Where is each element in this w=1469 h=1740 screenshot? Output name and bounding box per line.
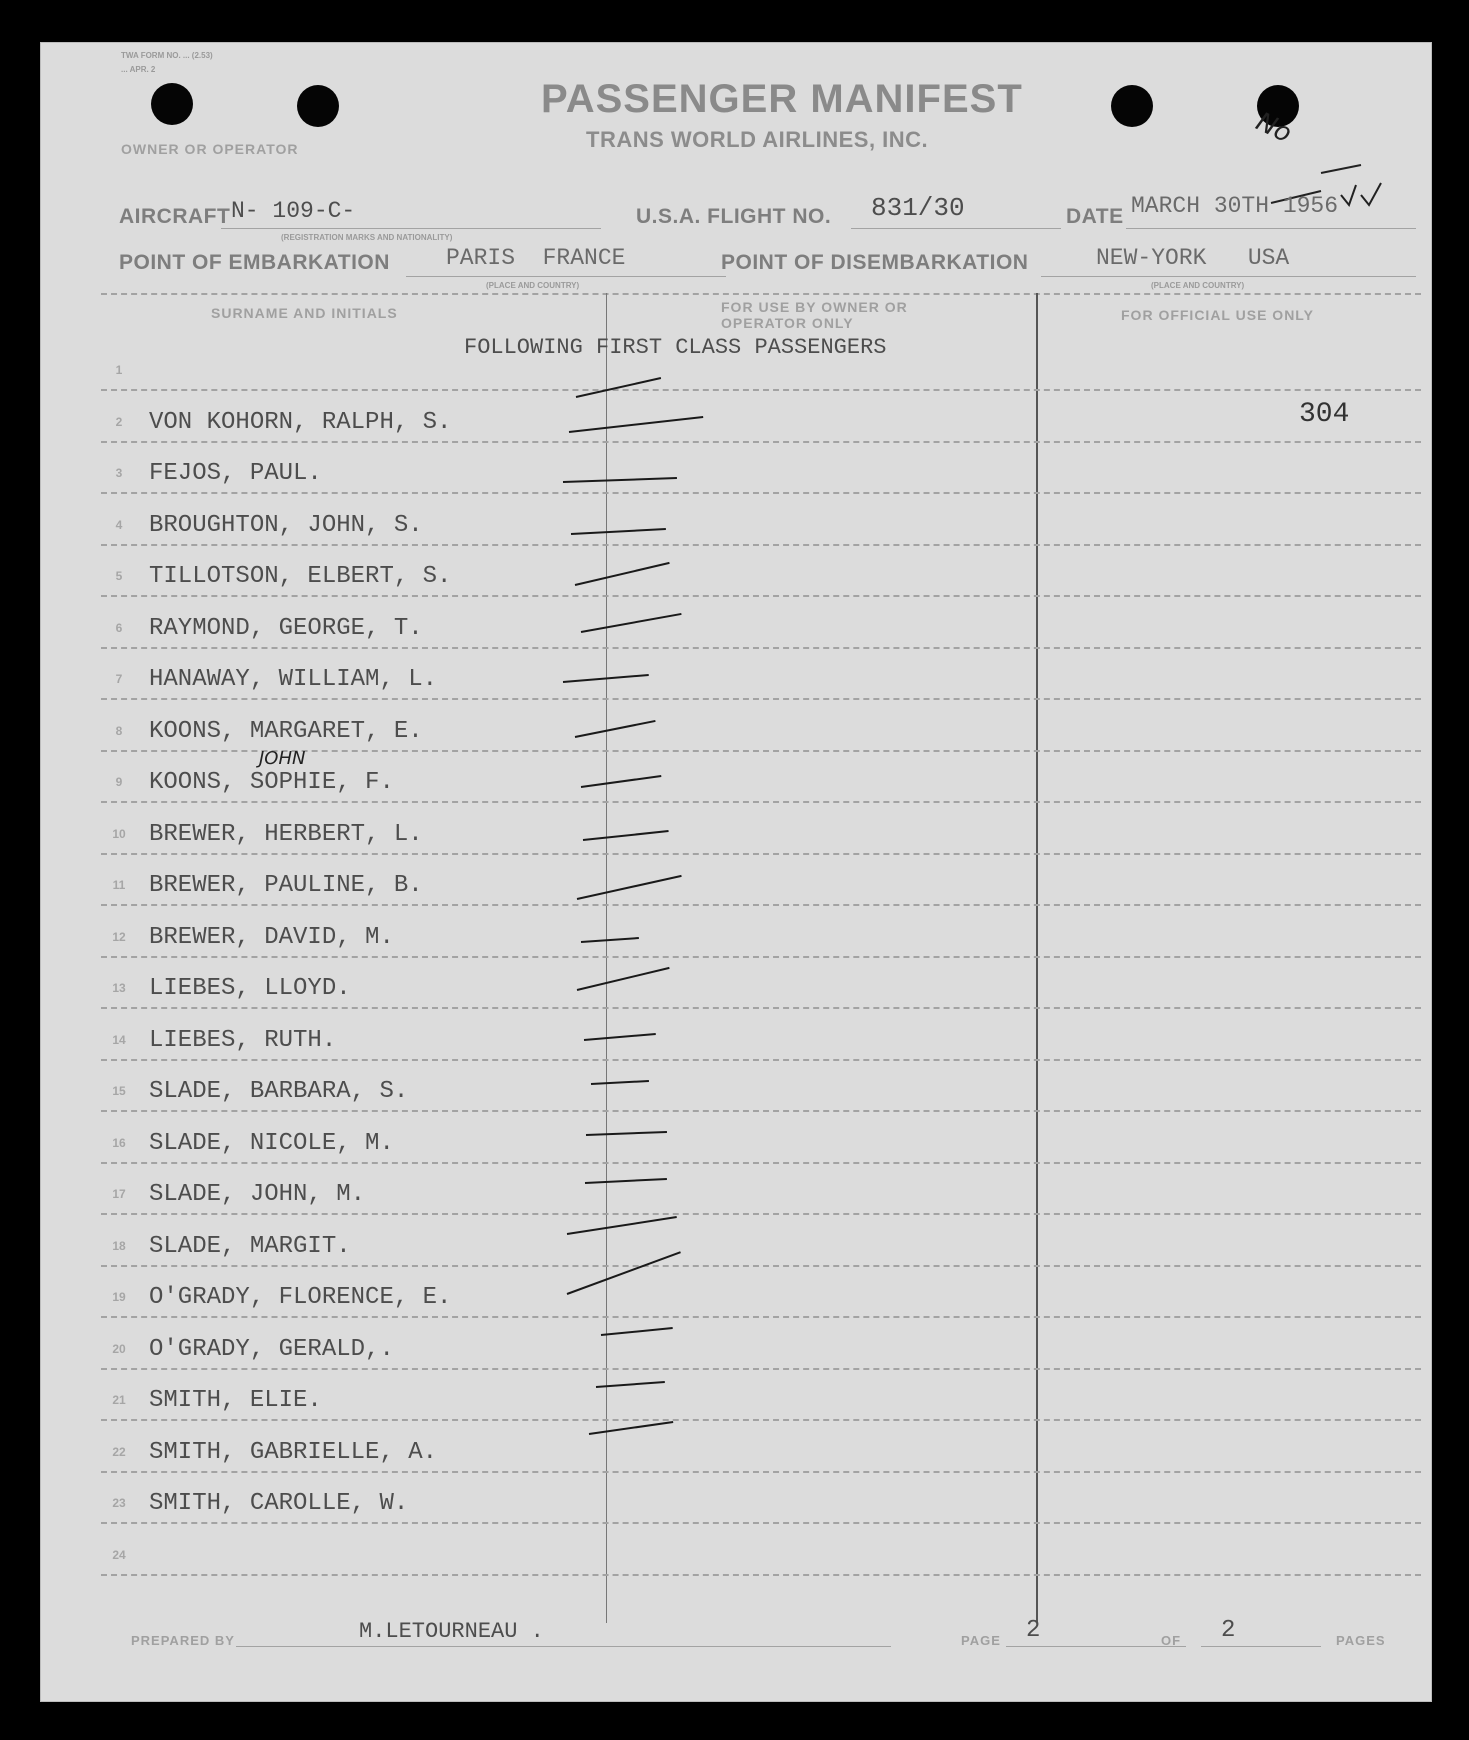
operator-name: TRANS WORLD AIRLINES, INC. (586, 127, 929, 152)
handwritten-number-mark: No (1251, 106, 1297, 150)
row-number: 8 (115, 724, 123, 738)
row-rule (101, 1522, 1421, 1524)
passenger-name: SLADE, MARGIT. (149, 1233, 351, 1260)
prepared-by-label: PREPARED BY (131, 1633, 235, 1648)
passenger-name: SMITH, GABRIELLE, A. (149, 1439, 438, 1466)
col-header-official: FOR OFFICIAL USE ONLY (1121, 307, 1314, 323)
row-number: 6 (115, 621, 123, 635)
row-rule (101, 1316, 1421, 1318)
row-number: 24 (112, 1548, 126, 1562)
passenger-name: O'GRADY, FLORENCE, E. (149, 1284, 452, 1311)
check-mark (585, 1178, 667, 1184)
row-rule (101, 1110, 1421, 1112)
row-rule (101, 1213, 1421, 1215)
row-rule (101, 1368, 1421, 1370)
flight-label: U.S.A. FLIGHT NO. (636, 205, 832, 228)
check-mark (575, 562, 669, 586)
section-heading: FOLLOWING FIRST CLASS PASSENGERS (464, 335, 887, 360)
passenger-name: RAYMOND, GEORGE, T. (149, 615, 423, 642)
passenger-name: HANAWAY, WILLIAM, L. (149, 666, 438, 693)
aircraft-label: AIRCRAFT (119, 205, 231, 228)
punch-hole (1111, 85, 1153, 127)
row-number: 21 (112, 1393, 126, 1407)
date-value: MARCH 30TH 1956 (1131, 193, 1339, 219)
passenger-name: SLADE, NICOLE, M. (149, 1130, 394, 1157)
place-caption-2: (PLACE AND COUNTRY) (1151, 281, 1245, 290)
passenger-name: BREWER, DAVID, M. (149, 924, 394, 951)
check-mark (586, 1131, 667, 1136)
owner-label: OWNER OR OPERATOR (121, 141, 299, 157)
passenger-name: SMITH, ELIE. (149, 1387, 322, 1414)
pages-label: PAGES (1336, 1633, 1386, 1648)
page-value: 2 (1026, 1617, 1041, 1644)
check-mark (567, 1251, 682, 1295)
check-mark (581, 613, 681, 633)
row-number: 19 (112, 1290, 126, 1304)
row-rule (101, 1471, 1421, 1473)
passenger-name: KOONS, SOPHIE, F. (149, 769, 394, 796)
official-number: 304 (1299, 399, 1350, 430)
row-rule (101, 1007, 1421, 1009)
row-number: 2 (115, 415, 123, 429)
page-label: PAGE (961, 1633, 1001, 1648)
row-rule (101, 647, 1421, 649)
form-number-2: ... APR. 2 (121, 65, 156, 74)
passenger-name: SLADE, BARBARA, S. (149, 1078, 409, 1105)
row-number: 12 (112, 930, 126, 944)
passenger-name: KOONS, MARGARET, E. (149, 718, 423, 745)
flight-value: 831/30 (871, 193, 965, 223)
place-caption: (PLACE AND COUNTRY) (486, 281, 580, 290)
passenger-name: BREWER, HERBERT, L. (149, 821, 423, 848)
row-number: 22 (112, 1445, 126, 1459)
page-title: PASSENGER MANIFEST (541, 77, 1023, 121)
check-mark (583, 830, 669, 841)
row-number: 5 (115, 569, 123, 583)
passenger-name: SLADE, JOHN, M. (149, 1181, 366, 1208)
check-mark (575, 720, 655, 738)
handwritten-correction: JOHN (259, 748, 306, 769)
row-rule (101, 801, 1421, 803)
passenger-name: SMITH, CAROLLE, W. (149, 1490, 409, 1517)
row-number: 4 (115, 518, 123, 532)
row-rule (101, 904, 1421, 906)
form-number: TWA FORM NO. ... (2.53) (121, 51, 213, 60)
passenger-name: BREWER, PAULINE, B. (149, 872, 423, 899)
row-number: 9 (115, 775, 123, 789)
check-mark (591, 1080, 649, 1085)
row-number: 11 (112, 878, 126, 892)
disembarkation-label: POINT OF DISEMBARKATION (721, 251, 1029, 274)
row-rule (101, 389, 1421, 391)
disembarkation-value: NEW-YORK USA (1096, 245, 1290, 271)
check-mark (584, 1033, 656, 1041)
check-mark (577, 967, 669, 991)
embarkation-label: POINT OF EMBARKATION (119, 251, 390, 274)
check-mark (589, 1421, 673, 1435)
row-number: 17 (112, 1187, 126, 1201)
check-mark (567, 1216, 677, 1235)
row-number: 1 (115, 363, 123, 377)
row-rule (101, 1265, 1421, 1267)
passenger-name: VON KOHORN, RALPH, S. (149, 409, 452, 436)
row-rule (101, 1419, 1421, 1421)
row-number: 15 (112, 1084, 126, 1098)
row-rule (101, 441, 1421, 443)
check-mark (581, 775, 661, 788)
row-number: 13 (112, 981, 126, 995)
row-rule (101, 698, 1421, 700)
check-mark (601, 1327, 673, 1336)
manifest-sheet (40, 42, 1432, 1702)
check-mark (576, 377, 661, 398)
row-number: 3 (115, 466, 123, 480)
check-mark (563, 477, 677, 483)
row-number: 14 (112, 1033, 126, 1047)
of-value: 2 (1221, 1617, 1236, 1644)
row-number: 23 (112, 1496, 126, 1510)
date-label: DATE (1066, 205, 1124, 228)
passenger-name: LIEBES, RUTH. (149, 1027, 337, 1054)
col-header-owner: FOR USE BY OWNER OR OPERATOR ONLY (721, 299, 908, 331)
row-rule (101, 1162, 1421, 1164)
passenger-name: O'GRADY, GERALD,. (149, 1336, 394, 1363)
row-rule (101, 492, 1421, 494)
row-rule (101, 956, 1421, 958)
passenger-name: FEJOS, PAUL. (149, 460, 322, 487)
row-number: 7 (115, 672, 123, 686)
check-mark (581, 937, 639, 943)
embarkation-value: PARIS FRANCE (446, 245, 626, 271)
check-mark (569, 416, 703, 433)
row-number: 20 (112, 1342, 126, 1356)
row-number: 18 (112, 1239, 126, 1253)
registration-caption: (REGISTRATION MARKS AND NATIONALITY) (281, 233, 453, 242)
punch-hole (297, 85, 339, 127)
row-rule (101, 1059, 1421, 1061)
row-rule (101, 544, 1421, 546)
row-rule (101, 853, 1421, 855)
check-mark (571, 528, 666, 535)
col-header-surname: SURNAME AND INITIALS (211, 305, 398, 321)
punch-hole (151, 83, 193, 125)
row-number: 10 (112, 827, 126, 841)
row-rule (101, 1574, 1421, 1576)
check-mark (577, 875, 681, 900)
passenger-name: LIEBES, LLOYD. (149, 975, 351, 1002)
row-rule (101, 595, 1421, 597)
passenger-name: BROUGHTON, JOHN, S. (149, 512, 423, 539)
of-label: OF (1161, 1633, 1182, 1648)
row-number: 16 (112, 1136, 126, 1150)
prepared-by-value: M.LETOURNEAU . (359, 1619, 544, 1644)
aircraft-value: N- 109-C- (231, 198, 356, 224)
passenger-name: TILLOTSON, ELBERT, S. (149, 563, 452, 590)
